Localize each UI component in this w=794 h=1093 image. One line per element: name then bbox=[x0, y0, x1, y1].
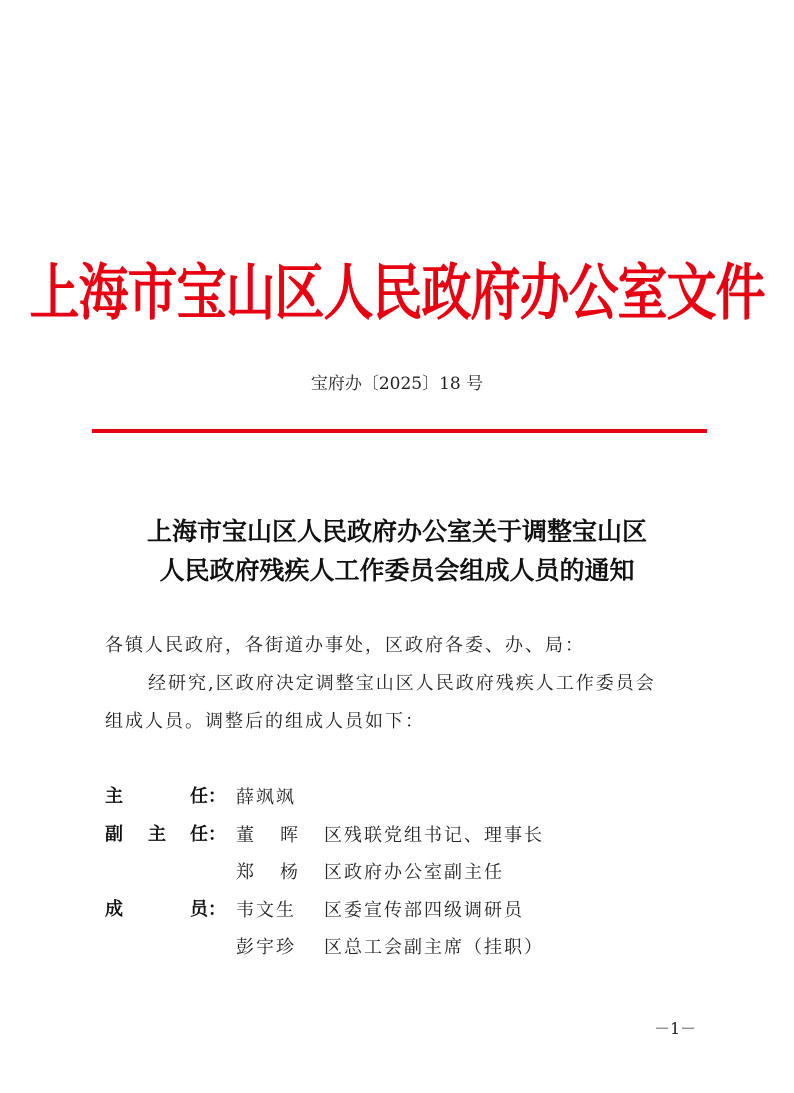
deputy-2-name-char-1: 郑 bbox=[236, 862, 256, 883]
document-number: 宝府办〔2025〕18 号 bbox=[310, 374, 484, 394]
notice-title-line-1: 上海市宝山区人民政府办公室关于调整宝山区 bbox=[146, 517, 647, 546]
deputy-label-char-2: 主 bbox=[148, 824, 166, 845]
deputy-1-name-char-1: 董 bbox=[236, 825, 256, 846]
page-number: －1－ bbox=[654, 1019, 697, 1038]
member-label-char-2: 员 bbox=[190, 899, 208, 920]
deputy-2-name-char-2: 杨 bbox=[280, 862, 300, 883]
body-paragraph-line-2: 组成人员。调整后的组成人员如下： bbox=[105, 711, 425, 732]
director-label-colon: ： bbox=[208, 786, 226, 807]
deputy-label-char-1: 副 bbox=[105, 824, 123, 845]
body-paragraph-line-1: 经研究,区政府决定调整宝山区人民政府残疾人工作委员会 bbox=[148, 673, 656, 694]
addressee-line: 各镇人民政府，各街道办事处，区政府各委、办、局： bbox=[105, 635, 585, 656]
deputy-label-char-3: 任 bbox=[190, 824, 208, 845]
member-1-position: 区委宣传部四级调研员 bbox=[324, 900, 524, 921]
notice-title-line-2: 人民政府残疾人工作委员会组成人员的通知 bbox=[159, 556, 635, 585]
deputy-label-colon: ： bbox=[208, 824, 226, 845]
deputy-1-name-char-2: 晖 bbox=[280, 825, 300, 846]
member-label-colon: ： bbox=[208, 899, 226, 920]
masthead-title: 上海市宝山区人民政府办公室文件 bbox=[29, 257, 765, 329]
member-label-char-1: 成 bbox=[105, 899, 123, 920]
director-label-char-2: 任 bbox=[190, 786, 208, 807]
member-1-name: 韦文生 bbox=[236, 900, 296, 921]
red-divider-line bbox=[92, 429, 707, 433]
director-name: 薛飒飒 bbox=[236, 787, 296, 808]
deputy-1-position: 区残联党组书记、理事长 bbox=[324, 825, 544, 846]
deputy-2-position: 区政府办公室副主任 bbox=[324, 862, 504, 883]
member-2-name: 彭宇珍 bbox=[236, 937, 296, 958]
director-label-char-1: 主 bbox=[105, 786, 123, 807]
member-2-position: 区总工会副主席（挂职） bbox=[324, 937, 544, 958]
